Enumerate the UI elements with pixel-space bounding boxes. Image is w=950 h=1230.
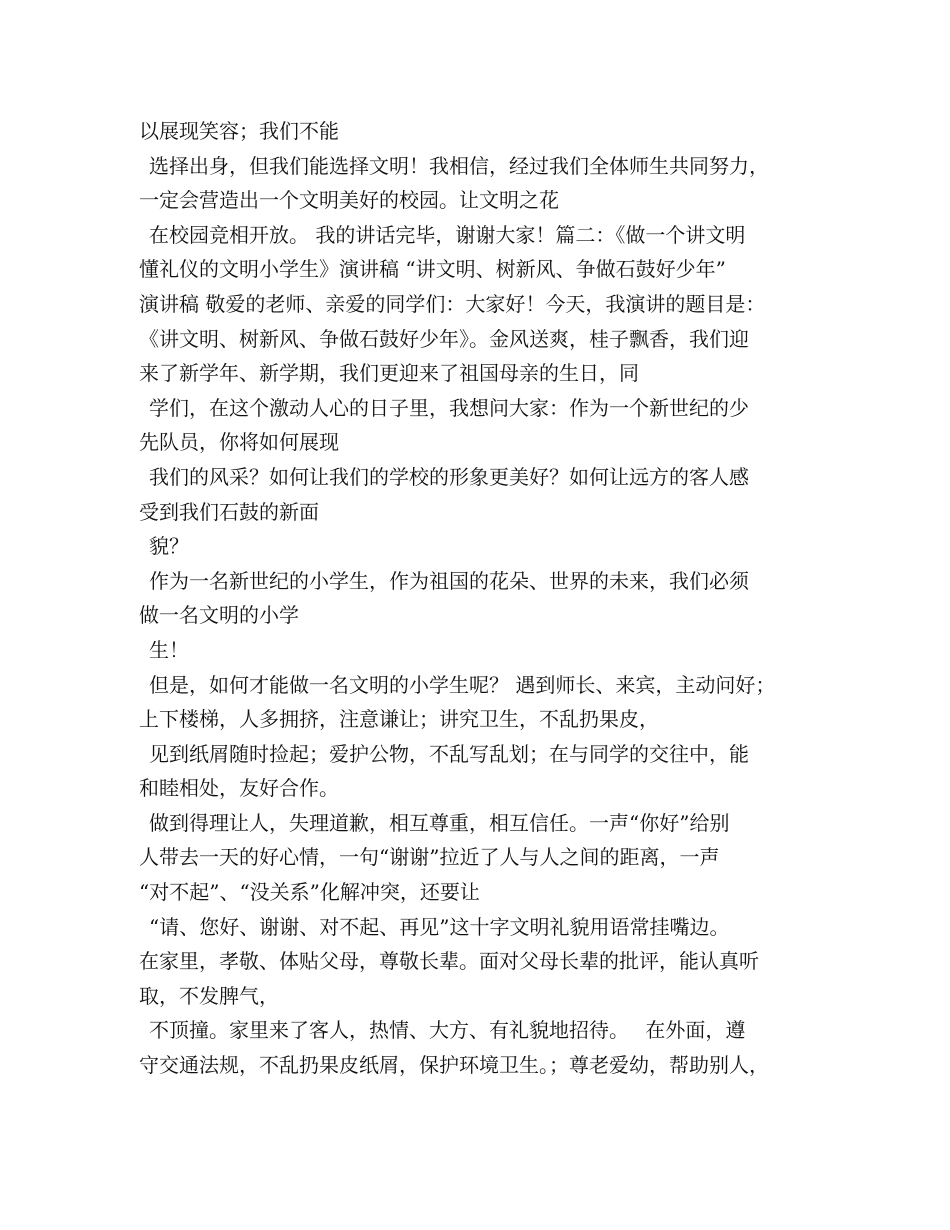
text-line: 做到得理让人，失理道歉，相互尊重，相互信任。一声“你好”给别 bbox=[149, 810, 730, 835]
text-line: 一定会营造出一个文明美好的校园。让文明之花 bbox=[139, 188, 559, 213]
text-line: 人带去一天的好心情，一句“谢谢”拉近了人与人之间的距离，一声 bbox=[139, 845, 720, 870]
text-line: 在校园竞相开放。 我的讲话完毕，谢谢大家！篇二：《做一个讲文明 bbox=[149, 222, 746, 247]
text-line: 来了新学年、新学期，我们更迎来了祖国母亲的生日，同 bbox=[139, 361, 639, 386]
document-body bbox=[139, 114, 839, 1083]
text-line: 生！ bbox=[149, 637, 189, 662]
text-line: 学们，在这个激动人心的日子里，我想问大家：作为一个新世纪的少 bbox=[149, 395, 749, 420]
text-line: 和睦相处，友好合作。 bbox=[139, 776, 339, 801]
text-line: 上下楼梯，人多拥挤，注意谦让；讲究卫生，不乱扔果皮， bbox=[139, 707, 659, 732]
text-line: 选择出身，但我们能选择文明！我相信，经过我们全体师生共同努力， bbox=[149, 153, 769, 178]
text-line: 做一名文明的小学 bbox=[139, 603, 299, 628]
text-line: 取，不发脾气， bbox=[139, 983, 279, 1008]
text-line: 先队员，你将如何展现 bbox=[139, 430, 339, 455]
text-line: 我们的风采？如何让我们的学校的形象更美好？如何让远方的客人感 bbox=[149, 464, 749, 489]
text-line: “对不起”、“没关系”化解冲突，还要让 bbox=[139, 880, 480, 905]
text-line: 演讲稿 敬爱的老师、亲爱的同学们：大家好！今天，我演讲的题目是： bbox=[139, 291, 766, 316]
text-line: “请、您好、谢谢、对不起、再见”这十字文明礼貌用语常挂嘴边。 bbox=[149, 914, 730, 939]
text-line: 受到我们石鼓的新面 bbox=[139, 499, 319, 524]
text-line: 以展现笑容；我们不能 bbox=[139, 119, 339, 143]
text-line: 作为一名新世纪的小学生，作为祖国的花朵、世界的未来，我们必须 bbox=[149, 568, 749, 593]
text-line: 见到纸屑随时捡起；爱护公物，不乱写乱划；在与同学的交往中，能 bbox=[149, 741, 749, 766]
text-line: 在家里，孝敬、体贴父母，尊敬长辈。面对父母长辈的批评，能认真听 bbox=[139, 949, 759, 974]
text-line: 不顶撞。家里来了客人，热情、大方、有礼貌地招待。 在外面，遵 bbox=[149, 1018, 746, 1043]
text-line: 但是，如何才能做一名文明的小学生呢？ 遇到师长、来宾，主动问好； bbox=[149, 672, 776, 697]
text-line: 懂礼仪的文明小学生》演讲稿 “讲文明、树新风、争做石鼓好少年” bbox=[139, 257, 726, 282]
text-line: 《讲文明、树新风、争做石鼓好少年》。金风送爽，桂子飘香，我们迎 bbox=[139, 326, 749, 351]
text-line: 守交通法规，不乱扔果皮纸屑，保护环境卫生。；尊老爱幼，帮助别人， bbox=[139, 1053, 769, 1078]
text-line: 貌？ bbox=[149, 534, 189, 559]
